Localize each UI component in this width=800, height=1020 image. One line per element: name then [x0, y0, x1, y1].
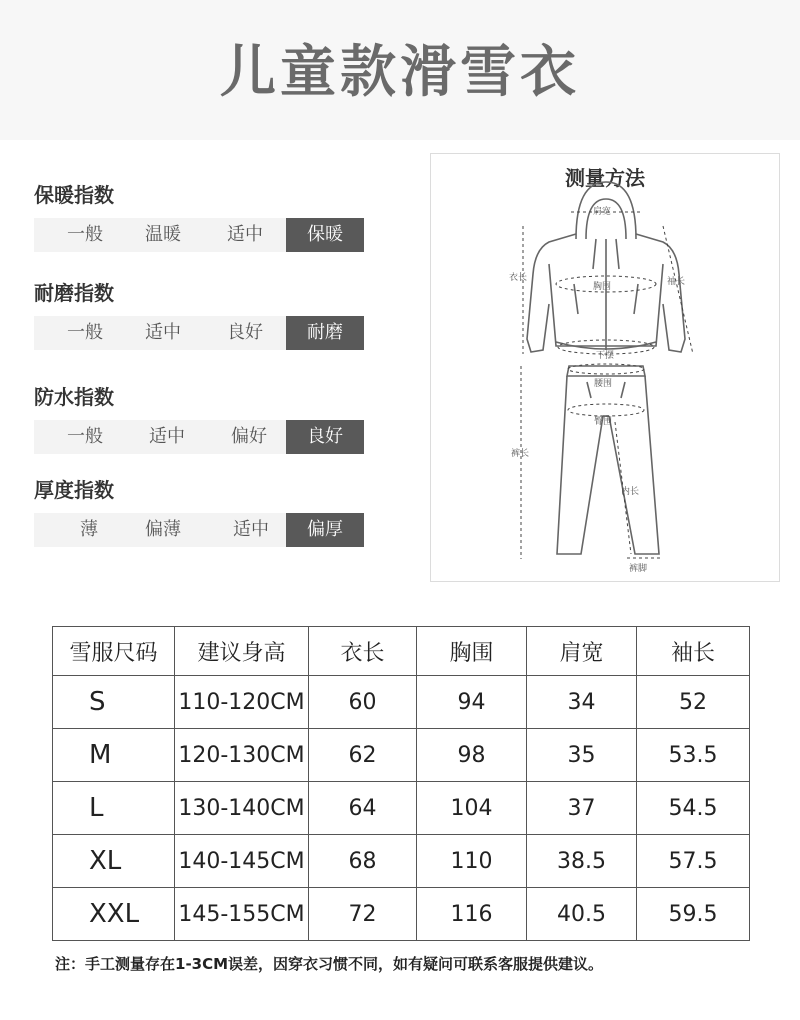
table-cell: 38.5	[527, 835, 637, 888]
index-option: 适中	[227, 224, 263, 245]
label-inseam: 内长	[621, 487, 640, 497]
index-option: 适中	[149, 426, 185, 447]
table-cell: 57.5	[637, 835, 750, 888]
table-cell: 59.5	[637, 888, 750, 941]
table-cell: 37	[527, 782, 637, 835]
index-option-selected: 偏厚	[286, 513, 364, 547]
table-header: 建议身高	[175, 627, 309, 676]
index-option-selected: 耐磨	[286, 316, 364, 350]
table-cell: 60	[309, 676, 417, 729]
index-option: 一般	[67, 322, 103, 343]
table-cell: 35	[527, 729, 637, 782]
index-title: 保暖指数	[34, 183, 114, 207]
table-row	[53, 782, 750, 835]
table-cell: 98	[417, 729, 527, 782]
index-option: 适中	[233, 519, 269, 540]
index-option: 适中	[145, 322, 181, 343]
index-warmth	[34, 180, 394, 252]
index-scale	[34, 420, 364, 454]
table-cell: S	[53, 676, 175, 729]
index-option: 一般	[67, 426, 103, 447]
index-title: 耐磨指数	[34, 281, 114, 305]
label-pants-length: 裤长	[511, 449, 530, 459]
index-option-selected: 良好	[286, 420, 364, 454]
footnote: 注：手工测量存在1-3CM误差，因穿衣习惯不同，如有疑问可联系客服提供建议。	[55, 955, 604, 973]
label-chest: 胸围	[593, 282, 612, 292]
table-cell: 40.5	[527, 888, 637, 941]
table-cell: 53.5	[637, 729, 750, 782]
size-table	[52, 626, 750, 941]
index-abrasion	[34, 278, 394, 350]
index-scale	[34, 218, 364, 252]
index-option: 温暖	[145, 224, 181, 245]
index-option: 薄	[80, 519, 98, 540]
page-title: 儿童款滑雪衣	[220, 40, 580, 105]
table-cell: 54.5	[637, 782, 750, 835]
table-header: 胸围	[417, 627, 527, 676]
table-header: 袖长	[637, 627, 750, 676]
ski-suit-illustration	[431, 154, 779, 581]
diagram-title: 测量方法	[565, 166, 645, 190]
table-row	[53, 676, 750, 729]
table-cell: 110	[417, 835, 527, 888]
label-shoulder: 肩宽	[593, 207, 612, 217]
label-sleeve: 袖长	[667, 277, 686, 287]
table-cell: M	[53, 729, 175, 782]
index-option: 一般	[67, 224, 103, 245]
table-cell: 68	[309, 835, 417, 888]
index-title: 防水指数	[34, 385, 114, 409]
table-cell: 145-155CM	[175, 888, 309, 941]
index-option: 良好	[227, 322, 263, 343]
index-title: 厚度指数	[34, 478, 114, 502]
table-cell: 130-140CM	[175, 782, 309, 835]
table-cell: 140-145CM	[175, 835, 309, 888]
table-header: 衣长	[309, 627, 417, 676]
label-hem: 下摆	[596, 351, 615, 361]
table-cell: 110-120CM	[175, 676, 309, 729]
table-cell: XXL	[53, 888, 175, 941]
index-option-selected: 保暖	[286, 218, 364, 252]
table-cell: 52	[637, 676, 750, 729]
index-waterproof	[34, 382, 394, 454]
table-cell: XL	[53, 835, 175, 888]
table-header-row	[53, 627, 750, 676]
table-cell: 34	[527, 676, 637, 729]
index-thickness	[34, 475, 394, 547]
label-waist: 腰围	[594, 379, 613, 389]
table-cell: 72	[309, 888, 417, 941]
table-cell: 62	[309, 729, 417, 782]
pants-outline	[557, 366, 659, 554]
index-option: 偏好	[231, 426, 267, 447]
label-length: 衣长	[509, 273, 528, 283]
table-cell: 120-130CM	[175, 729, 309, 782]
measurement-diagram	[430, 153, 780, 582]
table-row	[53, 729, 750, 782]
table-cell: L	[53, 782, 175, 835]
table-row	[53, 835, 750, 888]
label-hip: 臀围	[594, 417, 613, 427]
table-cell: 64	[309, 782, 417, 835]
table-header: 雪服尺码	[53, 627, 175, 676]
label-leg-opening: 裤脚	[629, 564, 648, 574]
table-row	[53, 888, 750, 941]
table-cell: 116	[417, 888, 527, 941]
table-cell: 94	[417, 676, 527, 729]
index-option: 偏薄	[145, 519, 181, 540]
index-scale	[34, 316, 364, 350]
index-scale	[34, 513, 364, 547]
table-cell: 104	[417, 782, 527, 835]
table-header: 肩宽	[527, 627, 637, 676]
